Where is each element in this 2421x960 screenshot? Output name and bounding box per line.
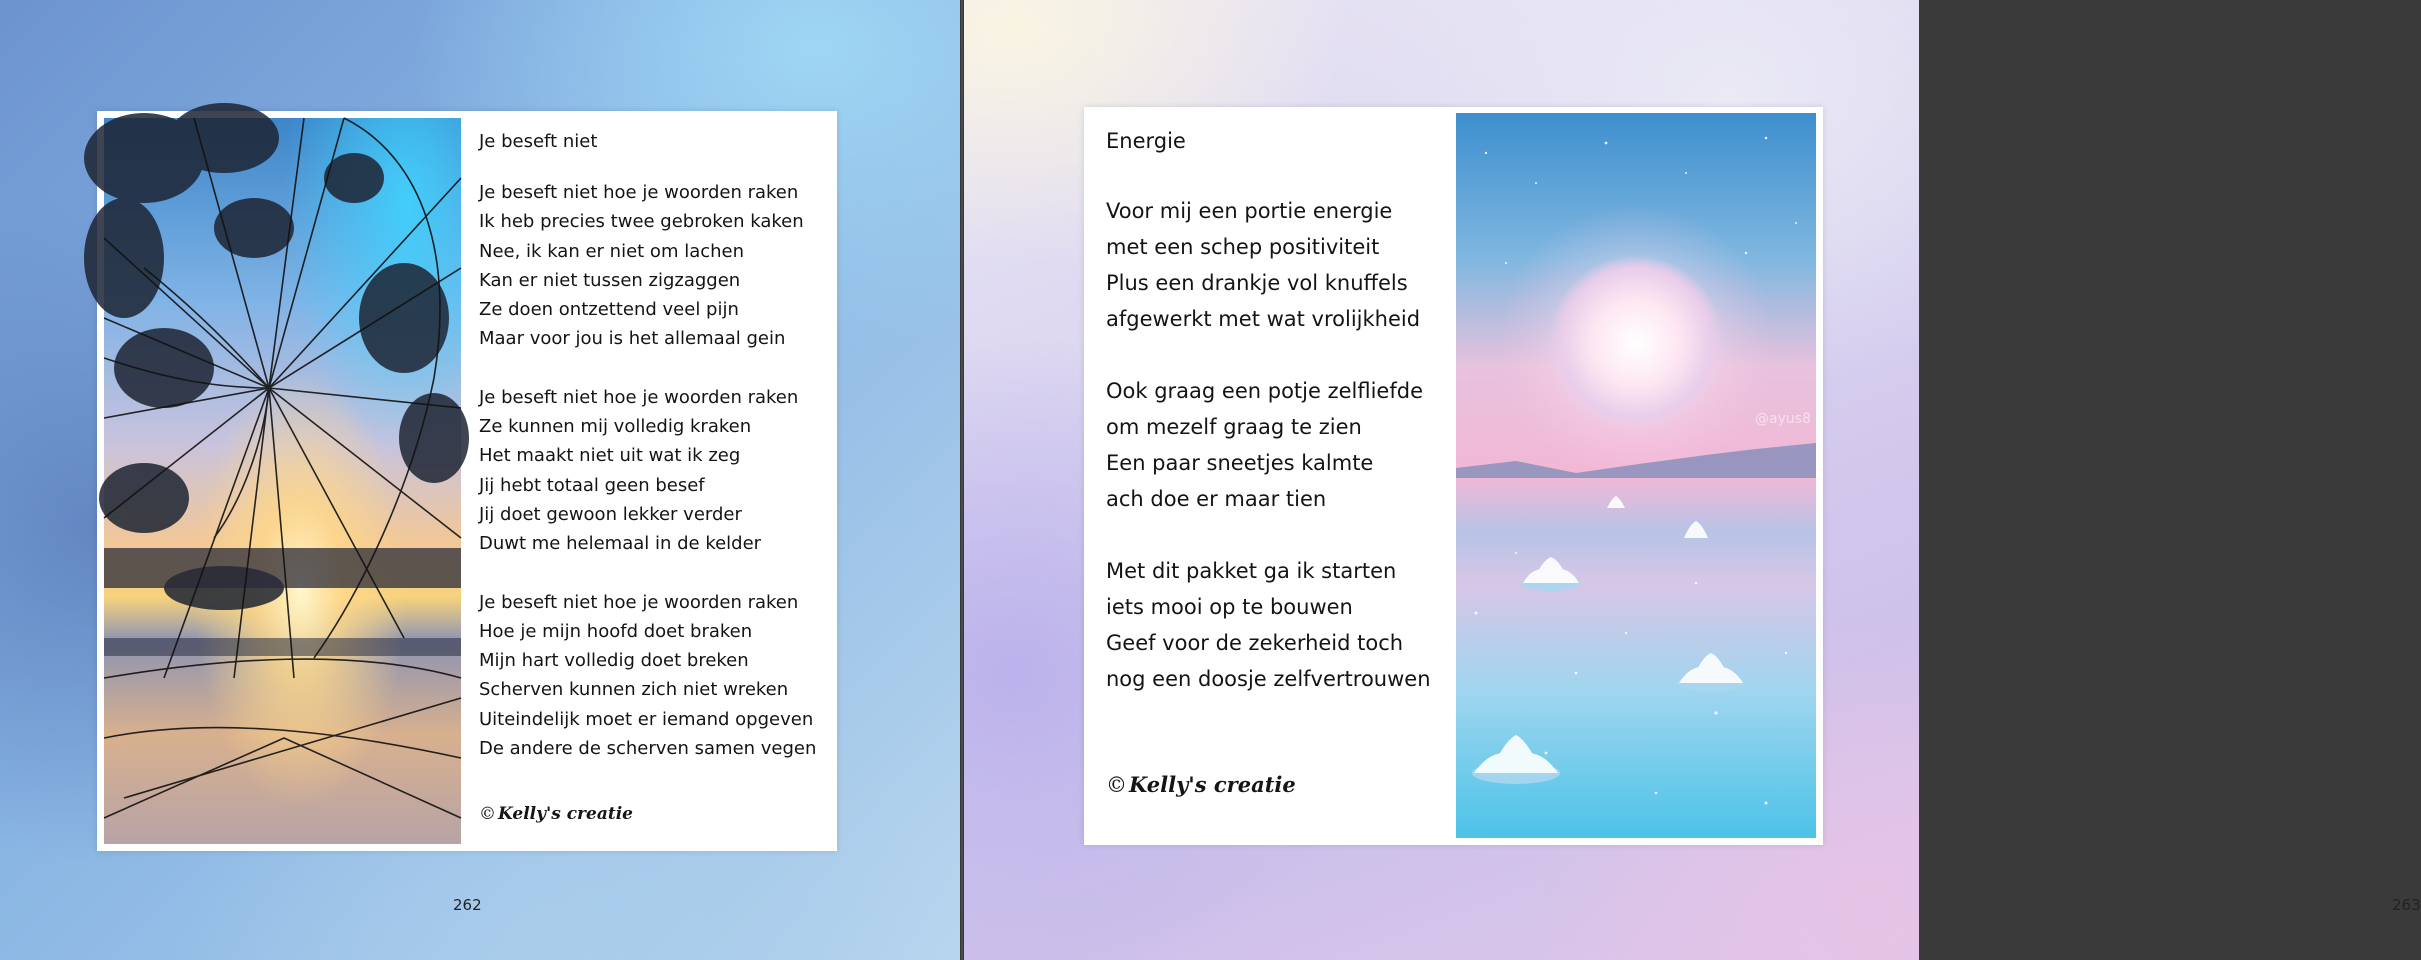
- stanza: [1106, 373, 1431, 517]
- poem-line: Nee, ik kan er niet om lachen: [479, 240, 745, 262]
- left-page: [0, 0, 960, 960]
- poem-line: Jij doet gewoon lekker verder: [479, 503, 742, 525]
- stanza: [479, 178, 816, 354]
- poem-line: Mijn hart volledig doet breken: [479, 650, 749, 672]
- poem-line: Ze kunnen mij volledig kraken: [479, 416, 752, 438]
- poem-line: nog een doosje zelfvertrouwen: [1106, 667, 1431, 691]
- poem-line: iets mooi op te bouwen: [1106, 595, 1353, 619]
- poem-line: Jij hebt totaal geen besef: [479, 474, 705, 496]
- poem-line: Scherven kunnen zich niet wreken: [479, 679, 789, 701]
- poem-line: Je beseft niet hoe je woorden raken: [479, 386, 799, 408]
- poem-line: Een paar sneetjes kalmte: [1106, 451, 1374, 475]
- poem-line: Uiteindelijk moet er iemand opgeven: [479, 708, 814, 730]
- poem-line: afgewerkt met wat vrolijkheid: [1106, 307, 1421, 331]
- stanza: [479, 383, 816, 559]
- poem-title: Je beseft niet: [479, 131, 598, 152]
- poem-line: Geef voor de zekerheid toch: [1106, 631, 1404, 655]
- signature-text: Kelly's creatie: [1129, 772, 1296, 797]
- poem-line: Duwt me helemaal in de kelder: [479, 533, 762, 555]
- poem-line: Voor mij een portie energie: [1106, 199, 1393, 223]
- broken-mirror-photo: [104, 118, 461, 844]
- signature: [1106, 772, 1296, 797]
- poem-line: Je beseft niet hoe je woorden raken: [479, 591, 799, 613]
- poem-line: met een schep positiviteit: [1106, 235, 1380, 259]
- poem-title: Energie: [1106, 129, 1186, 153]
- stanza: [479, 588, 816, 764]
- page-number: 262: [453, 896, 482, 914]
- poem-card-left: [97, 111, 837, 851]
- page-number: 263: [2392, 896, 2421, 914]
- poem-line: Kan er niet tussen zigzaggen: [479, 269, 741, 291]
- poem-left: [479, 127, 816, 792]
- copyright-symbol: ©: [1106, 772, 1127, 797]
- poem-line: Je beseft niet hoe je woorden raken: [479, 182, 799, 203]
- poem-card-right: [1084, 107, 1823, 845]
- poem-line: Hoe je mijn hoofd doet braken: [479, 620, 753, 642]
- poem-line: Maar voor jou is het allemaal gein: [479, 328, 786, 350]
- poem-line: Plus een drankje vol knuffels: [1106, 271, 1408, 295]
- copyright-symbol: ©: [479, 804, 496, 824]
- right-page: [964, 0, 2421, 960]
- poem-right: [1106, 125, 1431, 733]
- poem-line: Ik heb precies twee gebroken kaken: [479, 211, 804, 233]
- poem-line: Het maakt niet uit wat ik zeg: [479, 445, 741, 467]
- signature-text: Kelly's creatie: [498, 804, 633, 824]
- poem-line: ach doe er maar tien: [1106, 487, 1327, 511]
- moon-lotus-photo: [1456, 113, 1816, 838]
- poem-line: om mezelf graag te zien: [1106, 415, 1362, 439]
- poem-line: De andere de scherven samen vegen: [479, 738, 817, 760]
- poem-line: Ook graag een potje zelfliefde: [1106, 379, 1423, 403]
- stanza: [1106, 193, 1431, 337]
- poem-line: Ze doen ontzettend veel pijn: [479, 299, 739, 321]
- signature: [479, 804, 633, 824]
- stanza: [1106, 553, 1431, 697]
- poem-line: Met dit pakket ga ik starten: [1106, 559, 1397, 583]
- photo-watermark: @ayus8: [1755, 411, 1811, 427]
